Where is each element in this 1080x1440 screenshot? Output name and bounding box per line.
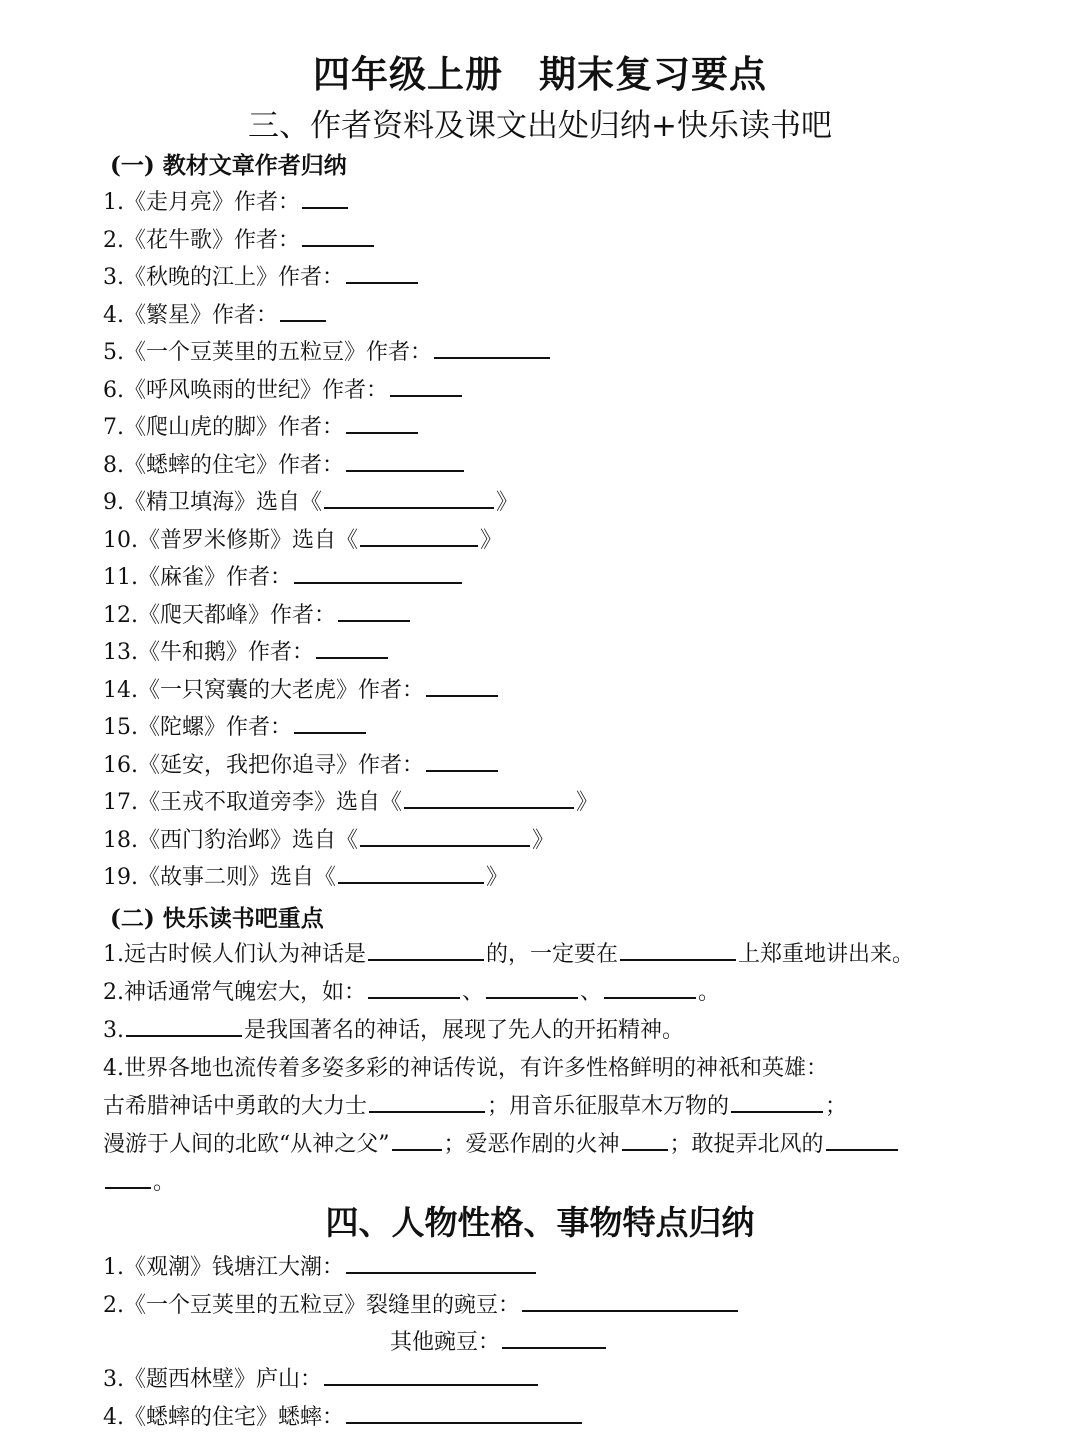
answer-blank[interactable] (280, 300, 326, 322)
author-item (103, 448, 466, 479)
item-number: 3. (103, 265, 124, 290)
reading-q4-line4: 。 (103, 1165, 175, 1196)
author-item (103, 485, 518, 516)
item-number: 10. (103, 527, 138, 553)
trait-item-2b: 其他豌豆： (390, 1325, 608, 1356)
trait-item-3: 3.《题西林壁》庐山： (103, 1362, 540, 1393)
answer-blank[interactable] (426, 675, 498, 697)
item-text: 《繁星》作者： (124, 302, 279, 328)
item-number: 11. (103, 565, 138, 590)
item-number: 14. (103, 677, 138, 703)
answer-blank[interactable] (404, 787, 574, 809)
item-text: 《花牛歌》作者： (124, 227, 301, 253)
answer-blank[interactable] (294, 712, 366, 734)
title-grade: 四年级上册 (313, 52, 503, 96)
answer-blank[interactable] (604, 977, 696, 999)
answer-blank[interactable] (368, 939, 484, 961)
item-text: 《王戎不取道旁李》选自《 (138, 790, 403, 815)
item-number: 1. (103, 190, 124, 215)
item-text: 《秋晚的江上》作者： (124, 265, 345, 290)
answer-blank[interactable] (105, 1167, 151, 1189)
reading-q1: 1.远古时候人们认为神话是 的，一定要在 上郑重地讲出来。 (103, 937, 914, 968)
item-text: 《走月亮》作者： (124, 190, 301, 215)
reading-q3: 3. 是我国著名的神话，展现了先人的开拓精神。 (103, 1013, 684, 1044)
answer-blank[interactable] (368, 977, 460, 999)
item-text: 《爬天都峰》作者： (138, 602, 337, 628)
item-number: 17. (103, 790, 138, 815)
item-number: 5. (103, 340, 124, 365)
item-text: 《故事二则》选自《 (138, 865, 337, 890)
item-number: 16. (103, 752, 138, 778)
item-number: 2. (103, 227, 124, 253)
author-item (103, 635, 390, 666)
author-item (103, 335, 552, 366)
answer-blank[interactable] (294, 562, 462, 584)
item-number: 15. (103, 715, 138, 740)
answer-blank[interactable] (338, 862, 484, 884)
item-text: 《西门豹治邺》选自《 (138, 827, 359, 853)
answer-blank[interactable] (324, 487, 494, 509)
item-closing-bracket: 》 (576, 790, 599, 815)
answer-blank[interactable] (324, 1364, 538, 1386)
item-number: 8. (103, 452, 124, 478)
item-number: 12. (103, 602, 138, 628)
item-text: 《陀螺》作者： (138, 715, 293, 740)
answer-blank[interactable] (369, 1091, 485, 1113)
trait-item-2: 2.《一个豆荚里的五粒豆》裂缝里的豌豆： (103, 1288, 740, 1319)
item-text: 《一个豆荚里的五粒豆》作者： (124, 340, 433, 365)
reading-q4: 4.世界各地也流传着多姿多彩的神话传说，有许多性格鲜明的神祇和英雄： (103, 1056, 828, 1081)
answer-blank[interactable] (346, 262, 418, 284)
author-item (103, 185, 350, 216)
item-text: 《蟋蟀的住宅》作者： (124, 452, 345, 478)
answer-blank[interactable] (502, 1327, 606, 1349)
section-3-heading: 三、作者资料及课文出处归纳+快乐读书吧 (248, 108, 832, 144)
item-text: 《呼风唤雨的世纪》作者： (124, 377, 389, 403)
item-closing-bracket: 》 (480, 527, 503, 553)
item-text: 《爬山虎的脚》作者： (124, 415, 345, 440)
answer-blank[interactable] (126, 1015, 242, 1037)
answer-blank[interactable] (826, 1129, 898, 1151)
item-text: 《牛和鹅》作者： (138, 640, 315, 665)
section-4-heading: 四、人物性格、事物特点归纳 (325, 1203, 755, 1242)
author-item (103, 860, 508, 891)
trait-item-4: 4.《蟋蟀的住宅》蟋蟀： (103, 1400, 584, 1431)
trait-item-1: 1.《观潮》钱塘江大潮： (103, 1250, 538, 1281)
author-item (103, 785, 598, 816)
answer-blank[interactable] (302, 225, 374, 247)
item-number: 19. (103, 865, 138, 890)
answer-blank[interactable] (731, 1091, 823, 1113)
answer-blank[interactable] (392, 1129, 442, 1151)
item-text: 《普罗米修斯》选自《 (138, 527, 359, 553)
answer-blank[interactable] (390, 375, 462, 397)
answer-blank[interactable] (622, 1129, 668, 1151)
item-text: 《麻雀》作者： (138, 565, 293, 590)
part-2-heading: (二) 快乐读书吧重点 (110, 905, 324, 932)
answer-blank[interactable] (486, 977, 578, 999)
author-item (103, 298, 328, 329)
answer-blank[interactable] (360, 525, 478, 547)
item-number: 9. (103, 490, 124, 515)
reading-q4-line2: 古希腊神话中勇敢的大力士 ；用音乐征服草木万物的 ； (103, 1089, 847, 1120)
answer-blank[interactable] (426, 750, 498, 772)
answer-blank[interactable] (360, 825, 530, 847)
answer-blank[interactable] (522, 1290, 738, 1312)
item-closing-bracket: 》 (486, 865, 509, 890)
reading-q4-line3: 漫游于人间的北欧“从神之父” ；爱恶作剧的火神 ；敢捉弄北风的 (103, 1127, 900, 1158)
author-item (103, 710, 368, 741)
answer-blank[interactable] (346, 412, 418, 434)
answer-blank[interactable] (346, 450, 464, 472)
page-title (0, 44, 1080, 98)
item-text: 《精卫填海》选自《 (124, 490, 323, 515)
answer-blank[interactable] (434, 337, 550, 359)
item-text: 《一只窝囊的大老虎》作者： (138, 677, 425, 703)
answer-blank[interactable] (302, 187, 348, 209)
answer-blank[interactable] (338, 600, 410, 622)
item-number: 18. (103, 827, 138, 853)
author-item (103, 673, 500, 704)
author-item (103, 260, 420, 291)
item-number: 7. (103, 415, 124, 440)
answer-blank[interactable] (620, 939, 736, 961)
item-closing-bracket: 》 (532, 827, 555, 853)
answer-blank[interactable] (316, 637, 388, 659)
author-item (103, 560, 464, 591)
item-closing-bracket: 》 (496, 490, 519, 515)
item-number: 6. (103, 377, 124, 403)
author-item (103, 223, 376, 254)
author-item (103, 748, 500, 779)
author-item (103, 823, 554, 854)
answer-blank[interactable] (346, 1402, 582, 1424)
reading-q2: 2.神话通常气魄宏大，如： 、 、 。 (103, 975, 720, 1006)
title-topic: 期末复习要点 (539, 52, 767, 96)
author-item (103, 410, 420, 441)
answer-blank[interactable] (346, 1252, 536, 1274)
author-item (103, 373, 464, 404)
author-item (103, 598, 412, 629)
part-1-heading: (一) 教材文章作者归纳 (110, 152, 347, 179)
author-item (103, 523, 502, 554)
item-number: 4. (103, 302, 124, 328)
item-text: 《延安，我把你追寻》作者： (138, 752, 425, 778)
item-number: 13. (103, 640, 138, 665)
